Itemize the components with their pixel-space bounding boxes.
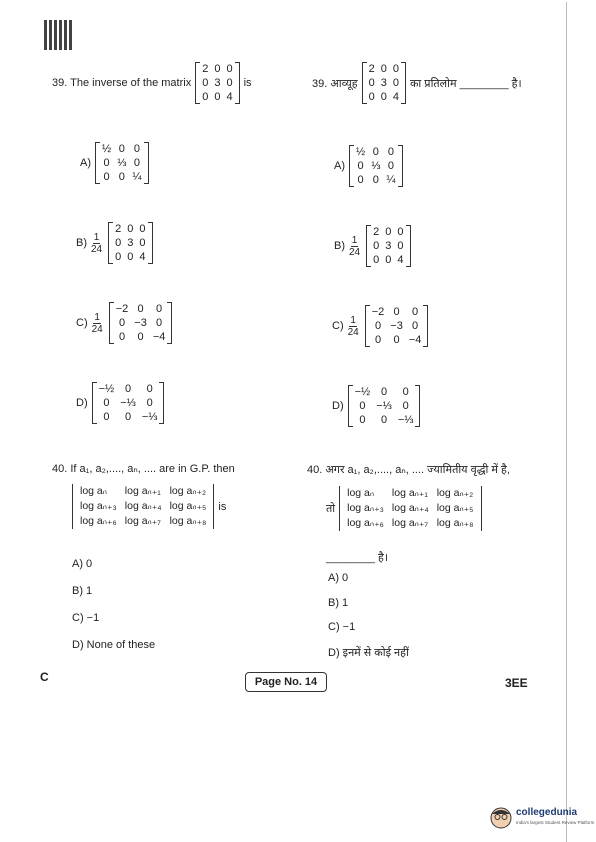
matrix-cell: 4 — [392, 91, 399, 103]
matrix-cell: 0 — [373, 254, 380, 266]
matrix-cell: 0 — [115, 237, 122, 249]
matrix-cell: log aₙ₊₇ — [391, 517, 429, 529]
option-label: C) — [332, 320, 344, 332]
q39-en-option-a[interactable] — [80, 142, 149, 184]
matrix-cell: log aₙ₊₄ — [391, 502, 429, 514]
matrix-cell: 0 — [372, 174, 379, 186]
matrix-cell: 0 — [137, 303, 144, 315]
matrix-cell: log aₙ₊₂ — [169, 485, 207, 497]
matrix-cell: 2 — [202, 63, 209, 75]
matrix-cell: 3 — [380, 77, 387, 89]
matrix-cell: 0 — [133, 143, 141, 155]
matrix-cell: log aₙ — [347, 487, 375, 499]
matrix-cell: 0 — [387, 146, 395, 158]
matrix-cell: −3 — [134, 317, 147, 329]
option-label: A) — [334, 160, 345, 172]
matrix-cell: 0 — [393, 306, 400, 318]
qr-code — [44, 20, 74, 50]
q40-hi-determinant-row — [326, 486, 482, 531]
q39-en-option-c[interactable] — [76, 302, 172, 344]
matrix-cell: −4 — [408, 334, 422, 346]
matrix-cell: log aₙ₊₆ — [347, 517, 384, 529]
q40-en-option-b[interactable]: B) 1 — [72, 585, 93, 597]
option-label: C) — [76, 317, 88, 329]
footer-code: 3EE — [505, 676, 528, 690]
option-fraction: $\frac{1}{24}$ — [349, 234, 361, 258]
matrix-cell: 0 — [374, 334, 382, 346]
matrix-cell: log aₙ₊₃ — [347, 502, 384, 514]
q39-hi-option-a[interactable] — [334, 145, 403, 187]
matrix-cell: 0 — [359, 414, 366, 426]
option-matrix — [92, 382, 165, 424]
matrix-cell: 0 — [392, 77, 399, 89]
q40-en-option-c[interactable]: C) −1 — [72, 612, 100, 624]
matrix-cell: −2 — [115, 303, 129, 315]
q39-hi-option-c[interactable] — [332, 305, 428, 347]
matrix-cell: 0 — [393, 334, 400, 346]
page-edge — [566, 2, 591, 842]
matrix-cell: 0 — [412, 320, 419, 332]
matrix-cell: 0 — [118, 317, 126, 329]
option-label: D) — [76, 397, 88, 409]
q40-hi-option-a[interactable]: A) 0 — [328, 572, 349, 584]
matrix-cell: log aₙ₊₂ — [436, 487, 474, 499]
q39-hi-prefix: 39. आव्यूह — [312, 77, 358, 90]
q39-hi-option-b[interactable] — [334, 225, 411, 267]
option-matrix — [108, 222, 152, 264]
matrix-cell: 0 — [146, 397, 153, 409]
q40-hi-suffix: ________ है। — [326, 552, 389, 564]
q40-en-option-d[interactable]: D) None of these — [72, 639, 156, 651]
matrix-cell: 0 — [139, 237, 146, 249]
matrix-cell: log aₙ₊₈ — [436, 517, 474, 529]
matrix-cell: ¼ — [386, 174, 396, 186]
option-fraction: $\frac{1}{24}$ — [91, 311, 103, 335]
matrix-cell: log aₙ₊₈ — [169, 515, 207, 527]
matrix-cell: 0 — [118, 171, 125, 183]
q39-hi-matrix — [362, 62, 406, 104]
q39-hi-option-d[interactable] — [332, 385, 420, 427]
matrix-cell: 0 — [387, 160, 395, 172]
matrix-cell: 0 — [402, 386, 409, 398]
matrix-cell: log aₙ₊₅ — [169, 500, 207, 512]
matrix-cell: 0 — [214, 91, 221, 103]
option-fraction: $\frac{1}{24}$ — [91, 231, 103, 255]
option-label: A) — [80, 157, 91, 169]
matrix-cell: −½ — [98, 383, 115, 395]
option-label: B) — [334, 240, 345, 252]
q40-hi-determinant — [339, 486, 481, 531]
matrix-cell: −½ — [354, 386, 371, 398]
matrix-cell: 2 — [115, 223, 122, 235]
matrix-cell: 0 — [392, 63, 399, 75]
page-number: Page No. 14 — [245, 672, 327, 692]
matrix-cell: 0 — [380, 91, 387, 103]
matrix-cell: 4 — [226, 91, 233, 103]
matrix-cell: log aₙ₊₁ — [124, 485, 161, 497]
matrix-cell: 4 — [397, 254, 404, 266]
q40-en-is: is — [218, 500, 227, 513]
matrix-cell: log aₙ₊₁ — [391, 487, 428, 499]
matrix-cell: −2 — [371, 306, 385, 318]
q39-en-matrix — [195, 62, 239, 104]
option-fraction: $\frac{1}{24}$ — [347, 314, 359, 338]
matrix-cell: 2 — [373, 226, 380, 238]
q40-hi-to: तो — [326, 503, 336, 515]
matrix-cell: 0 — [137, 331, 144, 343]
option-matrix — [109, 302, 173, 344]
matrix-cell: ½ — [102, 143, 112, 155]
matrix-cell: log aₙ₊₇ — [124, 515, 161, 527]
matrix-cell: 3 — [127, 237, 134, 249]
matrix-cell: 0 — [103, 397, 110, 409]
q39-en-option-b[interactable] — [76, 222, 153, 264]
option-matrix — [348, 385, 421, 427]
q39-hi-suffix: का प्रतिलोम ________ है। — [409, 77, 522, 90]
matrix-cell: 0 — [202, 91, 209, 103]
matrix-cell: 0 — [385, 226, 392, 238]
q40-en-stem: 40. If a₁, a₂,...., aₙ, .... are in G.P. then — [52, 463, 235, 475]
matrix-cell: 0 — [368, 77, 375, 89]
matrix-cell: 3 — [385, 240, 392, 252]
option-matrix — [349, 145, 403, 187]
matrix-cell: 0 — [357, 174, 364, 186]
matrix-cell: 0 — [118, 143, 125, 155]
matrix-cell: 0 — [115, 251, 122, 263]
matrix-cell: 0 — [226, 77, 233, 89]
matrix-cell: ⅓ — [117, 157, 127, 169]
matrix-cell: 0 — [373, 240, 380, 252]
option-matrix — [365, 305, 429, 347]
logo-tagline: India's largest Student Review Platform — [516, 820, 595, 825]
matrix-cell: ½ — [356, 146, 366, 158]
matrix-cell: log aₙ₊₄ — [124, 500, 162, 512]
q40-en-determinant-row — [72, 484, 226, 529]
q40-hi-option-d[interactable]: D) इनमें से कोई नहीं — [328, 647, 409, 659]
footer-series: C — [40, 670, 49, 684]
q40-hi-stem: 40. अगर a₁, a₂,...., aₙ, .... ज्यामितीय वृद्धी में है, — [307, 464, 510, 476]
matrix-cell: 0 — [139, 223, 146, 235]
q40-hi-option-b[interactable]: B) 1 — [328, 597, 349, 609]
matrix-cell: 0 — [374, 320, 382, 332]
matrix-cell: 0 — [146, 383, 153, 395]
matrix-cell: 0 — [397, 226, 404, 238]
logo-name: collegedunia — [516, 807, 578, 818]
matrix-cell: −3 — [390, 320, 403, 332]
q39-en-stem — [52, 62, 252, 104]
matrix-cell: ⅓ — [371, 160, 381, 172]
matrix-cell: 0 — [380, 414, 388, 426]
q40-hi-option-c[interactable]: C) −1 — [328, 621, 356, 633]
matrix-cell: 3 — [214, 77, 221, 89]
matrix-cell: 0 — [127, 223, 134, 235]
matrix-cell: 0 — [368, 91, 375, 103]
matrix-cell: 0 — [103, 411, 110, 423]
matrix-cell: 0 — [372, 146, 379, 158]
matrix-cell: 0 — [133, 157, 141, 169]
matrix-cell: 0 — [412, 306, 419, 318]
matrix-cell: log aₙ₊₅ — [436, 502, 474, 514]
matrix-cell: 0 — [380, 63, 387, 75]
collegedunia-logo — [490, 804, 595, 832]
matrix-cell: ¼ — [132, 171, 142, 183]
matrix-cell: −⅓ — [376, 400, 392, 412]
matrix-cell: log aₙ₊₆ — [80, 515, 117, 527]
matrix-cell: 0 — [380, 386, 388, 398]
matrix-cell: 0 — [124, 411, 132, 423]
q40-en-option-a[interactable]: A) 0 — [72, 558, 93, 570]
matrix-cell: 0 — [226, 63, 233, 75]
matrix-cell: −4 — [152, 331, 166, 343]
q39-hi-stem — [312, 62, 522, 104]
q39-en-option-d[interactable] — [76, 382, 164, 424]
q40-en-determinant — [72, 484, 214, 529]
matrix-cell: 0 — [156, 303, 163, 315]
matrix-cell: log aₙ — [80, 485, 107, 497]
matrix-cell: 0 — [402, 400, 409, 412]
matrix-cell: 0 — [103, 171, 110, 183]
matrix-cell: 0 — [127, 251, 134, 263]
matrix-cell: log aₙ₊₃ — [80, 500, 117, 512]
matrix-cell: 0 — [103, 157, 110, 169]
matrix-cell: 0 — [124, 383, 132, 395]
mascot-icon — [490, 807, 512, 829]
option-matrix — [95, 142, 149, 184]
matrix-cell: −⅓ — [120, 397, 136, 409]
matrix-cell: 0 — [118, 331, 126, 343]
q39-en-suffix: is — [243, 77, 252, 89]
matrix-cell: 0 — [357, 160, 364, 172]
matrix-cell: 2 — [368, 63, 375, 75]
q39-en-prefix: 39. The inverse of the matrix — [52, 77, 192, 89]
matrix-cell: 0 — [359, 400, 366, 412]
option-label: B) — [76, 237, 87, 249]
matrix-cell: 0 — [385, 254, 392, 266]
matrix-cell: 0 — [397, 240, 404, 252]
matrix-cell: −⅓ — [397, 414, 414, 426]
matrix-cell: 0 — [214, 63, 221, 75]
matrix-cell: 0 — [202, 77, 209, 89]
option-label: D) — [332, 400, 344, 412]
matrix-cell: −⅓ — [141, 411, 158, 423]
option-matrix — [366, 225, 410, 267]
matrix-cell: 4 — [139, 251, 146, 263]
matrix-cell: 0 — [156, 317, 163, 329]
